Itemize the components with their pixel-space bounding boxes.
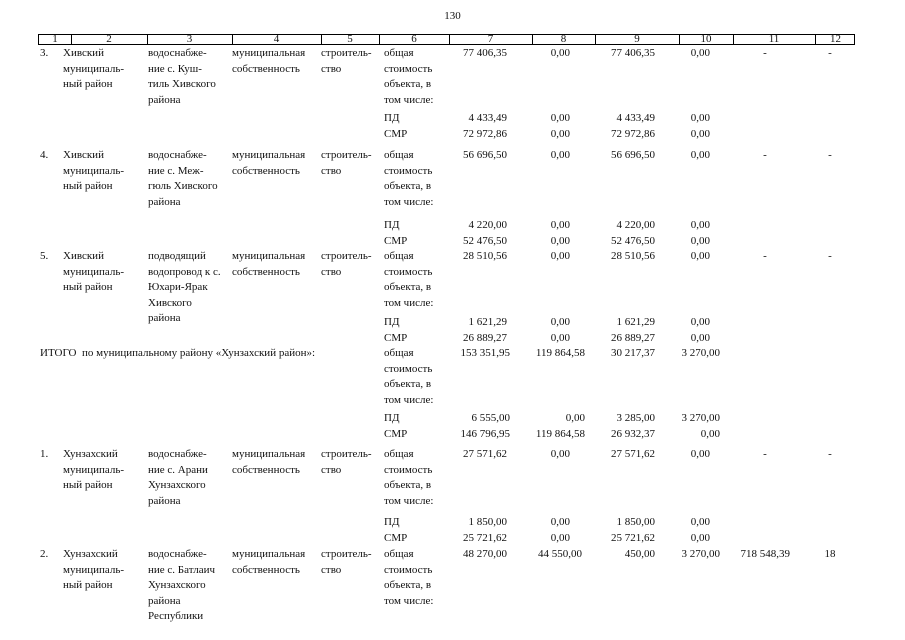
ownership-cell: муниципальная собственность bbox=[232, 47, 306, 75]
col8-value: 0,00 0,00 bbox=[550, 316, 570, 344]
object-cell: водоснабже- ние с. Арани Хунзахского района bbox=[148, 448, 208, 507]
col8-value: 0,00 0,00 bbox=[550, 516, 570, 544]
col11-value: - bbox=[763, 250, 767, 262]
header-cell: 12 bbox=[830, 33, 841, 45]
object-cell: водоснабже- ние с. Меж- гюль Хивского района bbox=[148, 149, 218, 208]
col11-value: - bbox=[763, 149, 767, 161]
header-cell: 8 bbox=[560, 33, 567, 45]
header-cell: 6 bbox=[411, 33, 417, 45]
col7-value: 4 433,49 72 972,86 bbox=[463, 112, 507, 140]
col9-value: 1 850,00 25 721,62 bbox=[611, 516, 655, 544]
cost-description-cell: общая стоимость объекта, в том числе: bbox=[384, 47, 434, 106]
header-cell: 10 bbox=[700, 33, 712, 45]
header-cell: 1 bbox=[52, 33, 58, 45]
work-type-cell: строитель- ство bbox=[321, 149, 372, 177]
cost-description-cell: общая стоимость объекта, в том числе: bbox=[384, 347, 434, 406]
col10-value: 0,00 0,00 bbox=[690, 219, 710, 247]
header-cell: 5 bbox=[347, 33, 353, 45]
col7-value: 27 571,62 bbox=[463, 448, 507, 460]
col10-value: 3 270,00 bbox=[681, 347, 720, 359]
header-cell: 11 bbox=[768, 33, 780, 45]
col11-value: 718 548,39 bbox=[740, 548, 790, 560]
header-cell: 4 bbox=[273, 33, 280, 45]
col12-value: 18 bbox=[824, 548, 836, 560]
row-number: 3. bbox=[40, 47, 49, 59]
subitem-labels: ПД СМР bbox=[384, 316, 408, 344]
col10-value: 3 270,00 0,00 bbox=[681, 412, 720, 440]
col9-value: 27 571,62 bbox=[611, 448, 655, 460]
col7-value: 1 850,00 25 721,62 bbox=[463, 516, 507, 544]
col8-value: 0,00 bbox=[550, 448, 570, 460]
column-header-row bbox=[38, 34, 855, 45]
ownership-cell: муниципальная собственность bbox=[232, 250, 306, 278]
col8-value: 119 864,58 bbox=[535, 347, 585, 359]
ownership-cell: муниципальная собственность bbox=[232, 548, 306, 576]
col9-value: 28 510,56 bbox=[611, 250, 655, 262]
work-type-cell: строитель- ство bbox=[321, 47, 372, 75]
ownership-cell: муниципальная собственность bbox=[232, 448, 306, 476]
col12-value: - bbox=[828, 149, 832, 161]
col12-value: - bbox=[828, 47, 832, 59]
cost-description-cell: общая стоимость объекта, в том числе: bbox=[384, 149, 434, 208]
subitem-labels: ПД СМР bbox=[384, 516, 408, 544]
col7-value: 28 510,56 bbox=[463, 250, 507, 262]
subitem-labels: ПД СМР bbox=[384, 112, 408, 140]
row-number: 4. bbox=[40, 149, 49, 161]
col10-value: 0,00 bbox=[690, 250, 710, 262]
district-cell: Хивский муниципаль- ный район bbox=[63, 149, 125, 192]
col10-value: 0,00 0,00 bbox=[690, 316, 710, 344]
page-number: 130 bbox=[444, 10, 461, 22]
row-number: 5. bbox=[40, 250, 49, 262]
col8-value: 0,00 bbox=[550, 47, 570, 59]
col9-value: 3 285,00 26 932,37 bbox=[611, 412, 655, 440]
col8-value: 0,00 0,00 bbox=[550, 112, 570, 140]
col11-value: - bbox=[763, 47, 767, 59]
work-type-cell: строитель- ство bbox=[321, 548, 372, 576]
col8-value: 0,00 0,00 bbox=[550, 219, 570, 247]
ownership-cell: муниципальная собственность bbox=[232, 149, 306, 177]
subitem-labels: ПД СМР bbox=[384, 219, 408, 247]
object-cell: водоснабже- ние с. Куш- тиль Хивского района bbox=[148, 47, 216, 106]
district-cell: Хивский муниципаль- ный район bbox=[63, 47, 125, 90]
col7-value: 6 555,00 146 796,95 bbox=[460, 412, 510, 440]
cost-description-cell: общая стоимость объекта, в том числе: bbox=[384, 548, 434, 607]
col12-value: - bbox=[828, 448, 832, 460]
col9-value: 30 217,37 bbox=[611, 347, 655, 359]
col10-value: 0,00 bbox=[690, 149, 710, 161]
col7-value: 56 696,50 bbox=[463, 149, 507, 161]
header-cell: 9 bbox=[634, 33, 640, 45]
header-cell: 2 bbox=[106, 33, 112, 45]
col10-value: 0,00 bbox=[690, 47, 710, 59]
cost-description-cell: общая стоимость объекта, в том числе: bbox=[384, 250, 434, 309]
col7-value: 4 220,00 52 476,50 bbox=[463, 219, 507, 247]
col9-value: 4 220,00 52 476,50 bbox=[611, 219, 655, 247]
col7-value: 153 351,95 bbox=[460, 347, 510, 359]
col8-value: 0,00 bbox=[550, 149, 570, 161]
col9-value: 450,00 bbox=[624, 548, 655, 560]
col9-value: 1 621,29 26 889,27 bbox=[611, 316, 655, 344]
col7-value: 48 270,00 bbox=[463, 548, 507, 560]
work-type-cell: строитель- ство bbox=[321, 448, 372, 476]
subitem-labels: ПД СМР bbox=[384, 412, 408, 440]
object-cell: подводящий водопровод к с. Юхари-Ярак Хивского района bbox=[148, 250, 221, 324]
col11-value: - bbox=[763, 448, 767, 460]
col8-value: 0,00 119 864,58 bbox=[535, 412, 585, 440]
header-cell: 3 bbox=[186, 33, 193, 45]
header-cell: 7 bbox=[487, 33, 494, 45]
col7-value: 1 621,29 26 889,27 bbox=[463, 316, 507, 344]
col12-value: - bbox=[828, 250, 832, 262]
col9-value: 4 433,49 72 972,86 bbox=[611, 112, 655, 140]
col9-value: 56 696,50 bbox=[611, 149, 655, 161]
row-number: 2. bbox=[40, 548, 49, 560]
col8-value: 44 550,00 bbox=[538, 548, 582, 560]
col10-value: 0,00 bbox=[690, 448, 710, 460]
cost-description-cell: общая стоимость объекта, в том числе: bbox=[384, 448, 434, 507]
district-cell: Хунзахский муниципаль- ный район bbox=[63, 448, 125, 491]
col9-value: 77 406,35 bbox=[611, 47, 655, 59]
district-total-label: ИТОГО по муниципальному району «Хунзахский район»: bbox=[40, 347, 316, 359]
col7-value: 77 406,35 bbox=[463, 47, 507, 59]
col10-value: 0,00 0,00 bbox=[690, 112, 710, 140]
work-type-cell: строитель- ство bbox=[321, 250, 372, 278]
col10-value: 0,00 0,00 bbox=[690, 516, 710, 544]
row-number: 1. bbox=[40, 448, 49, 460]
object-cell: водоснабже- ние с. Батлаич Хунзахского района Республики bbox=[148, 548, 216, 622]
district-cell: Хунзахский муниципаль- ный район bbox=[63, 548, 125, 591]
col10-value: 3 270,00 bbox=[681, 548, 720, 560]
col8-value: 0,00 bbox=[550, 250, 570, 262]
district-cell: Хивский муниципаль- ный район bbox=[63, 250, 125, 293]
